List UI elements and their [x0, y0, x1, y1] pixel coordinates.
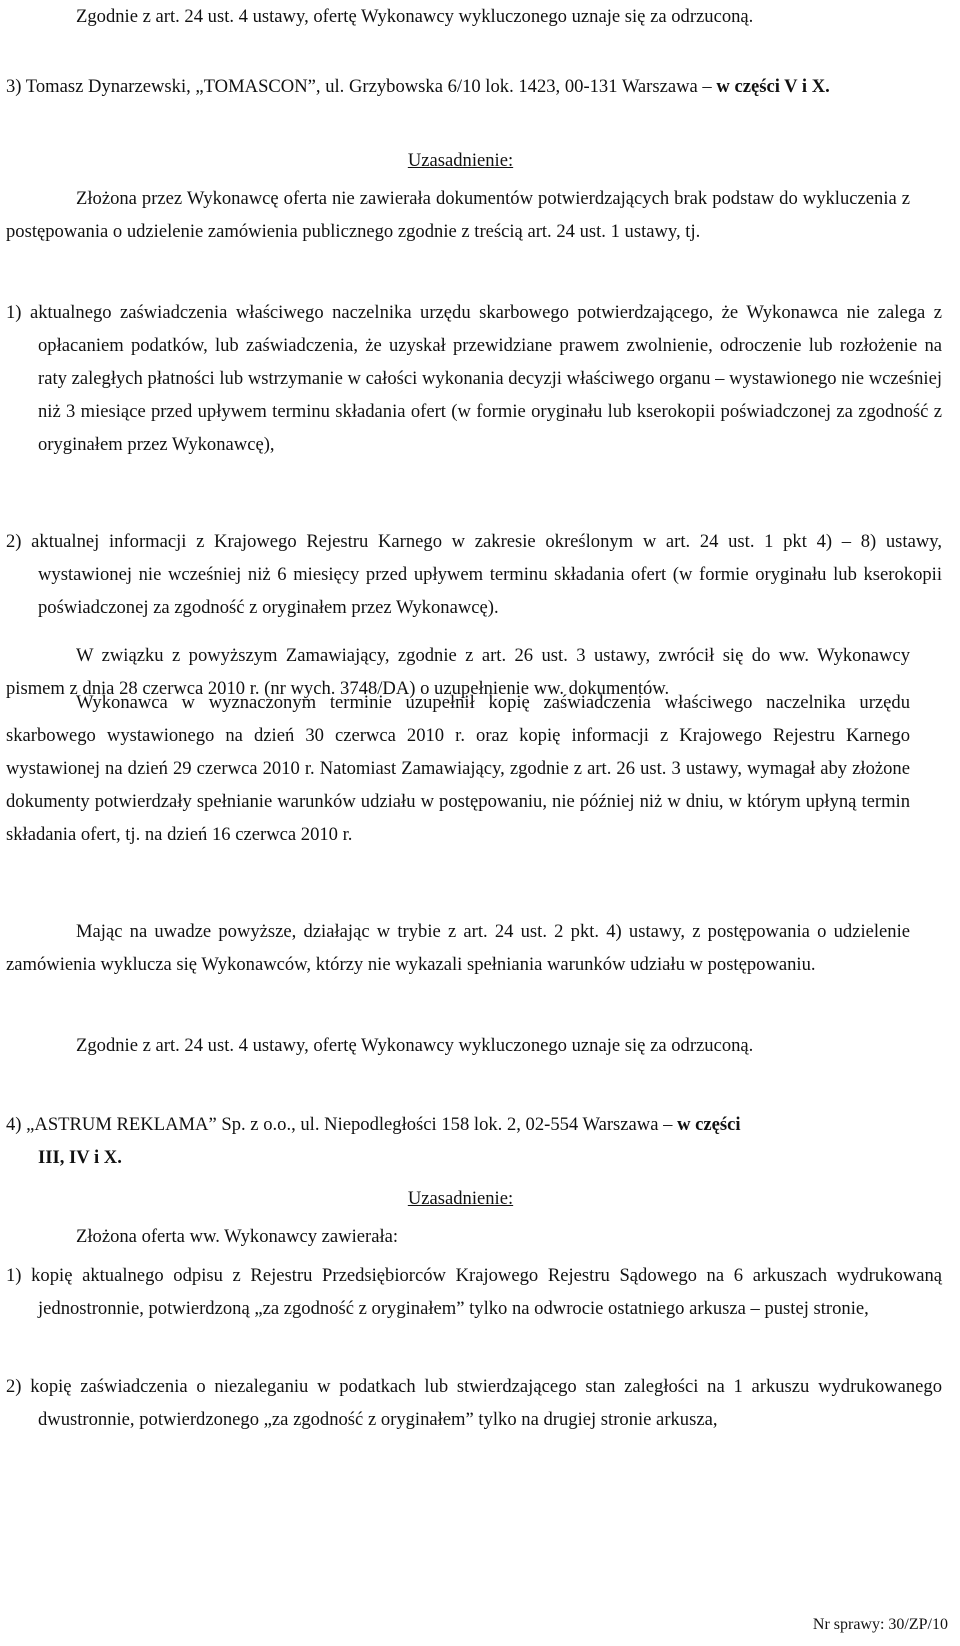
section-3-paragraph-4: Mając na uwadze powyższe, działając w trybie z art. 24 ust. 2 pkt. 4) ustawy, z postępowania o udzielenie zamówienia wyklucza się Wykonawców, którzy nie wykazali spełniania warunków udziału w postępowaniu. [6, 921, 910, 975]
case-number-footer: Nr sprawy: 30/ZP/10 [812, 1616, 948, 1633]
section-3-paragraph-3: Wykonawca w wyznaczonym terminie uzupełnił kopię zaświadczenia właściwego naczelnika urzędu skarbowego wystawionego na dzień 30 czerwca 2010 r. oraz kopię informacji z Krajowego Rejestru Karnego wystawionej na dzień 29 czerwca 2010 r. Natomiast Zamawiający, zgodnie z art. 26 ust. 3 ustawy, wymagał aby złożone dokumenty potwierdzały spełnianie warunków udziału w postępowaniu, nie później niż w dniu, w którym upłyną termin składania ofert, tj. na dzień 16 czerwca 2010 r. [6, 692, 910, 845]
section-3-paragraph-5: Zgodnie z art. 24 ust. 4 ustawy, ofertę Wykonawcy wykluczonego uznaje się za odrzuconą. [76, 1035, 754, 1056]
section-3-list-item-2: 2) aktualnej informacji z Krajowego Rejestru Karnego w zakresie określonym w art. 24 ust. 1 pkt 4) – 8) ustawy, wystawionej nie wcześniej niż 6 miesięcy przed upływem terminu składania ofert (w formie oryginału lub kserokopii poświadczonej za zgodność z oryginałem przez Wykonawcę). [6, 531, 942, 618]
section-3-scope: w części V i X. [716, 76, 830, 97]
section-4-heading [6, 1108, 910, 1174]
section-4-list-item-2: 2) kopię zaświadczenia o niezaleganiu w podatkach lub stwierdzającego stan zaległości na 1 arkuszu wydrukowanego dwustronnie, potwierdzonego „za zgodność z oryginałem” tylko na drugiej stronie arkusza, [6, 1376, 942, 1430]
section-3-heading [6, 70, 910, 103]
paragraph-rejection-note-top: Zgodnie z art. 24 ust. 4 ustawy, ofertę Wykonawcy wykluczonego uznaje się za odrzuconą. [76, 6, 754, 27]
section-3-list-item-1: 1) aktualnego zaświadczenia właściwego naczelnika urzędu skarbowego potwierdzającego, że Wykonawca nie zalega z opłacaniem podatków, lub zaświadczenia, że uzyskał przewidziane prawem zwolnienie, odroczenie lub rozłożenie na raty zaległych płatności lub wstrzymanie w całości wykonania decyzji właściwego organu – wystawionego nie wcześniej niż 3 miesiące przed upływem terminu składania ofert (w formie oryginału lub kserokopii poświadczonej za zgodność z oryginałem przez Wykonawcę), [6, 302, 942, 455]
section-3-paragraph-2: W związku z powyższym Zamawiający, zgodnie z art. 26 ust. 3 ustawy, zwrócił się do ww. Wykonawcy pismem z dnia 28 czerwca 2010 r. (nr wych. 3748/DA) o uzupełnienie ww. dokumentów. [6, 645, 910, 699]
section-4-paragraph-1: Złożona oferta ww. Wykonawcy zawierała: [76, 1226, 399, 1247]
section-3-contractor: 3) Tomasz Dynarzewski, „TOMASCON”, ul. Grzybowska 6/10 lok. 1423, 00-131 Warszawa – [6, 76, 712, 97]
section-3-justification-heading: Uzasadnienie: [407, 150, 514, 171]
section-4-justification-heading: Uzasadnienie: [407, 1188, 514, 1209]
section-3-paragraph-1: Złożona przez Wykonawcę oferta nie zawierała dokumentów potwierdzających brak podstaw do wykluczenia z postępowania o udzielenie zamówienia publicznego zgodnie z treścią art. 24 ust. 1 ustawy, tj. [6, 188, 910, 242]
section-4-scope-a: w części [677, 1114, 741, 1135]
section-4-list-item-1: 1) kopię aktualnego odpisu z Rejestru Przedsiębiorców Krajowego Rejestru Sądowego na 6 arkuszach wydrukowaną jednostronnie, potwierdzoną „za zgodność z oryginałem” tylko na odwrocie ostatniego arkusza – pustej stronie, [6, 1265, 942, 1319]
section-4-contractor: 4) „ASTRUM REKLAMA” Sp. z o.o., ul. Niepodległości 158 lok. 2, 02-554 Warszawa – [6, 1114, 673, 1135]
section-4-scope-b: III, IV i X. [38, 1147, 122, 1168]
